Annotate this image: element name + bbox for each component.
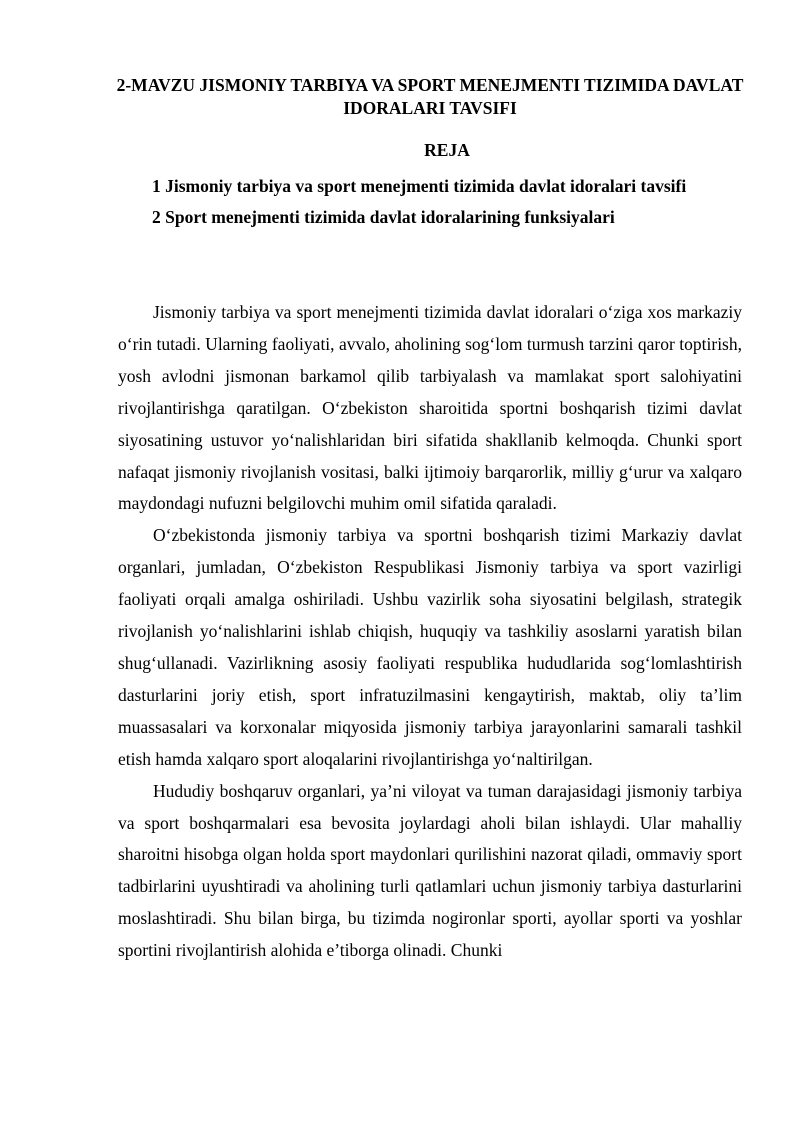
paragraph-3: Hududiy boshqaruv organlari, ya’ni viloyat va tuman darajasidagi jismoniy tarbiya va sport boshqarmalari esa bevosita joylardagi aholi bilan ishlaydi. Ular mahalliy sharoitni hisobga olgan holda sport maydonlari qurilishini nazorat qiladi, ommaviy sport tadbirlarini uyushtiradi va aholining turli qatlamlari uchun jismoniy tarbiya dasturlarini moslashtiradi. Shu bilan birga, bu tizimda nogironlar sporti, ayollar sporti va yoshlar sportini rivojlantirish alohida e’tiborga olinadi. Chunki — [118, 780, 742, 961]
plan-item-2: 2 Sport menejmenti tizimida davlat idoralarining funksiyalari — [152, 207, 615, 227]
paragraph-2: O‘zbekistonda jismoniy tarbiya va sportni boshqarish tizimi Markaziy davlat organlari, jumladan, O‘zbekiston Respublikasi Jismoniy tarbiya va sport vazirligi faoliyati orqali amalga oshiriladi. Ushbu vazirlik soha siyosatini belgilash, strategik rivojlanish yo‘nalishlarini ishlab chiqish, huquqiy va tashkiliy asoslarni yaratish bilan shug‘ullanadi. Vazirlikning asosiy faoliyati respublika hududlarida sog‘lomlashtirish dasturlarini joriy etish, sport infratuzilmasini kengaytirish, maktab, oliy ta’lim muassasalari va korxonalar miqyosida jismoniy tarbiya jarayonlarini samarali tashkil etish hamda xalqaro sport aloqalarini rivojlantirishga yo‘naltirilgan. — [118, 525, 742, 769]
document-title: 2-MAVZU JISMONIY TARBIYA VA SPORT MENEJMENTI TIZIMIDA DAVLAT IDORALARI TAVSIFI — [116, 75, 744, 118]
paragraph-1: Jismoniy tarbiya va sport menejmenti tizimida davlat idoralari o‘ziga xos markaziy o‘rin tutadi. Ularning faoliyati, avvalo, aholining sog‘lom turmush tarzini qaror toptirish, yosh avlodni jismonan barkamol qilib tarbiyalash va mamlakat sport salohiyatini rivojlantirishga qaratilgan. O‘zbekiston sharoitida sportni boshqarish tizimi davlat siyosatining ustuvor yo‘nalishlaridan biri sifatida shakllanib kelmoqda. Chunki sport nafaqat jismoniy rivojlanish vositasi, balki ijtimoiy barqarorlik, milliy g‘urur va xalqaro maydondagi nufuzni belgilovchi muhim omil sifatida qaraladi. — [118, 302, 742, 514]
plan-list — [152, 171, 686, 233]
body-text — [118, 297, 742, 967]
plan-heading: REJA — [424, 140, 470, 160]
plan-item-1: 1 Jismoniy tarbiya va sport menejmenti tizimida davlat idoralari tavsifi — [152, 176, 687, 196]
